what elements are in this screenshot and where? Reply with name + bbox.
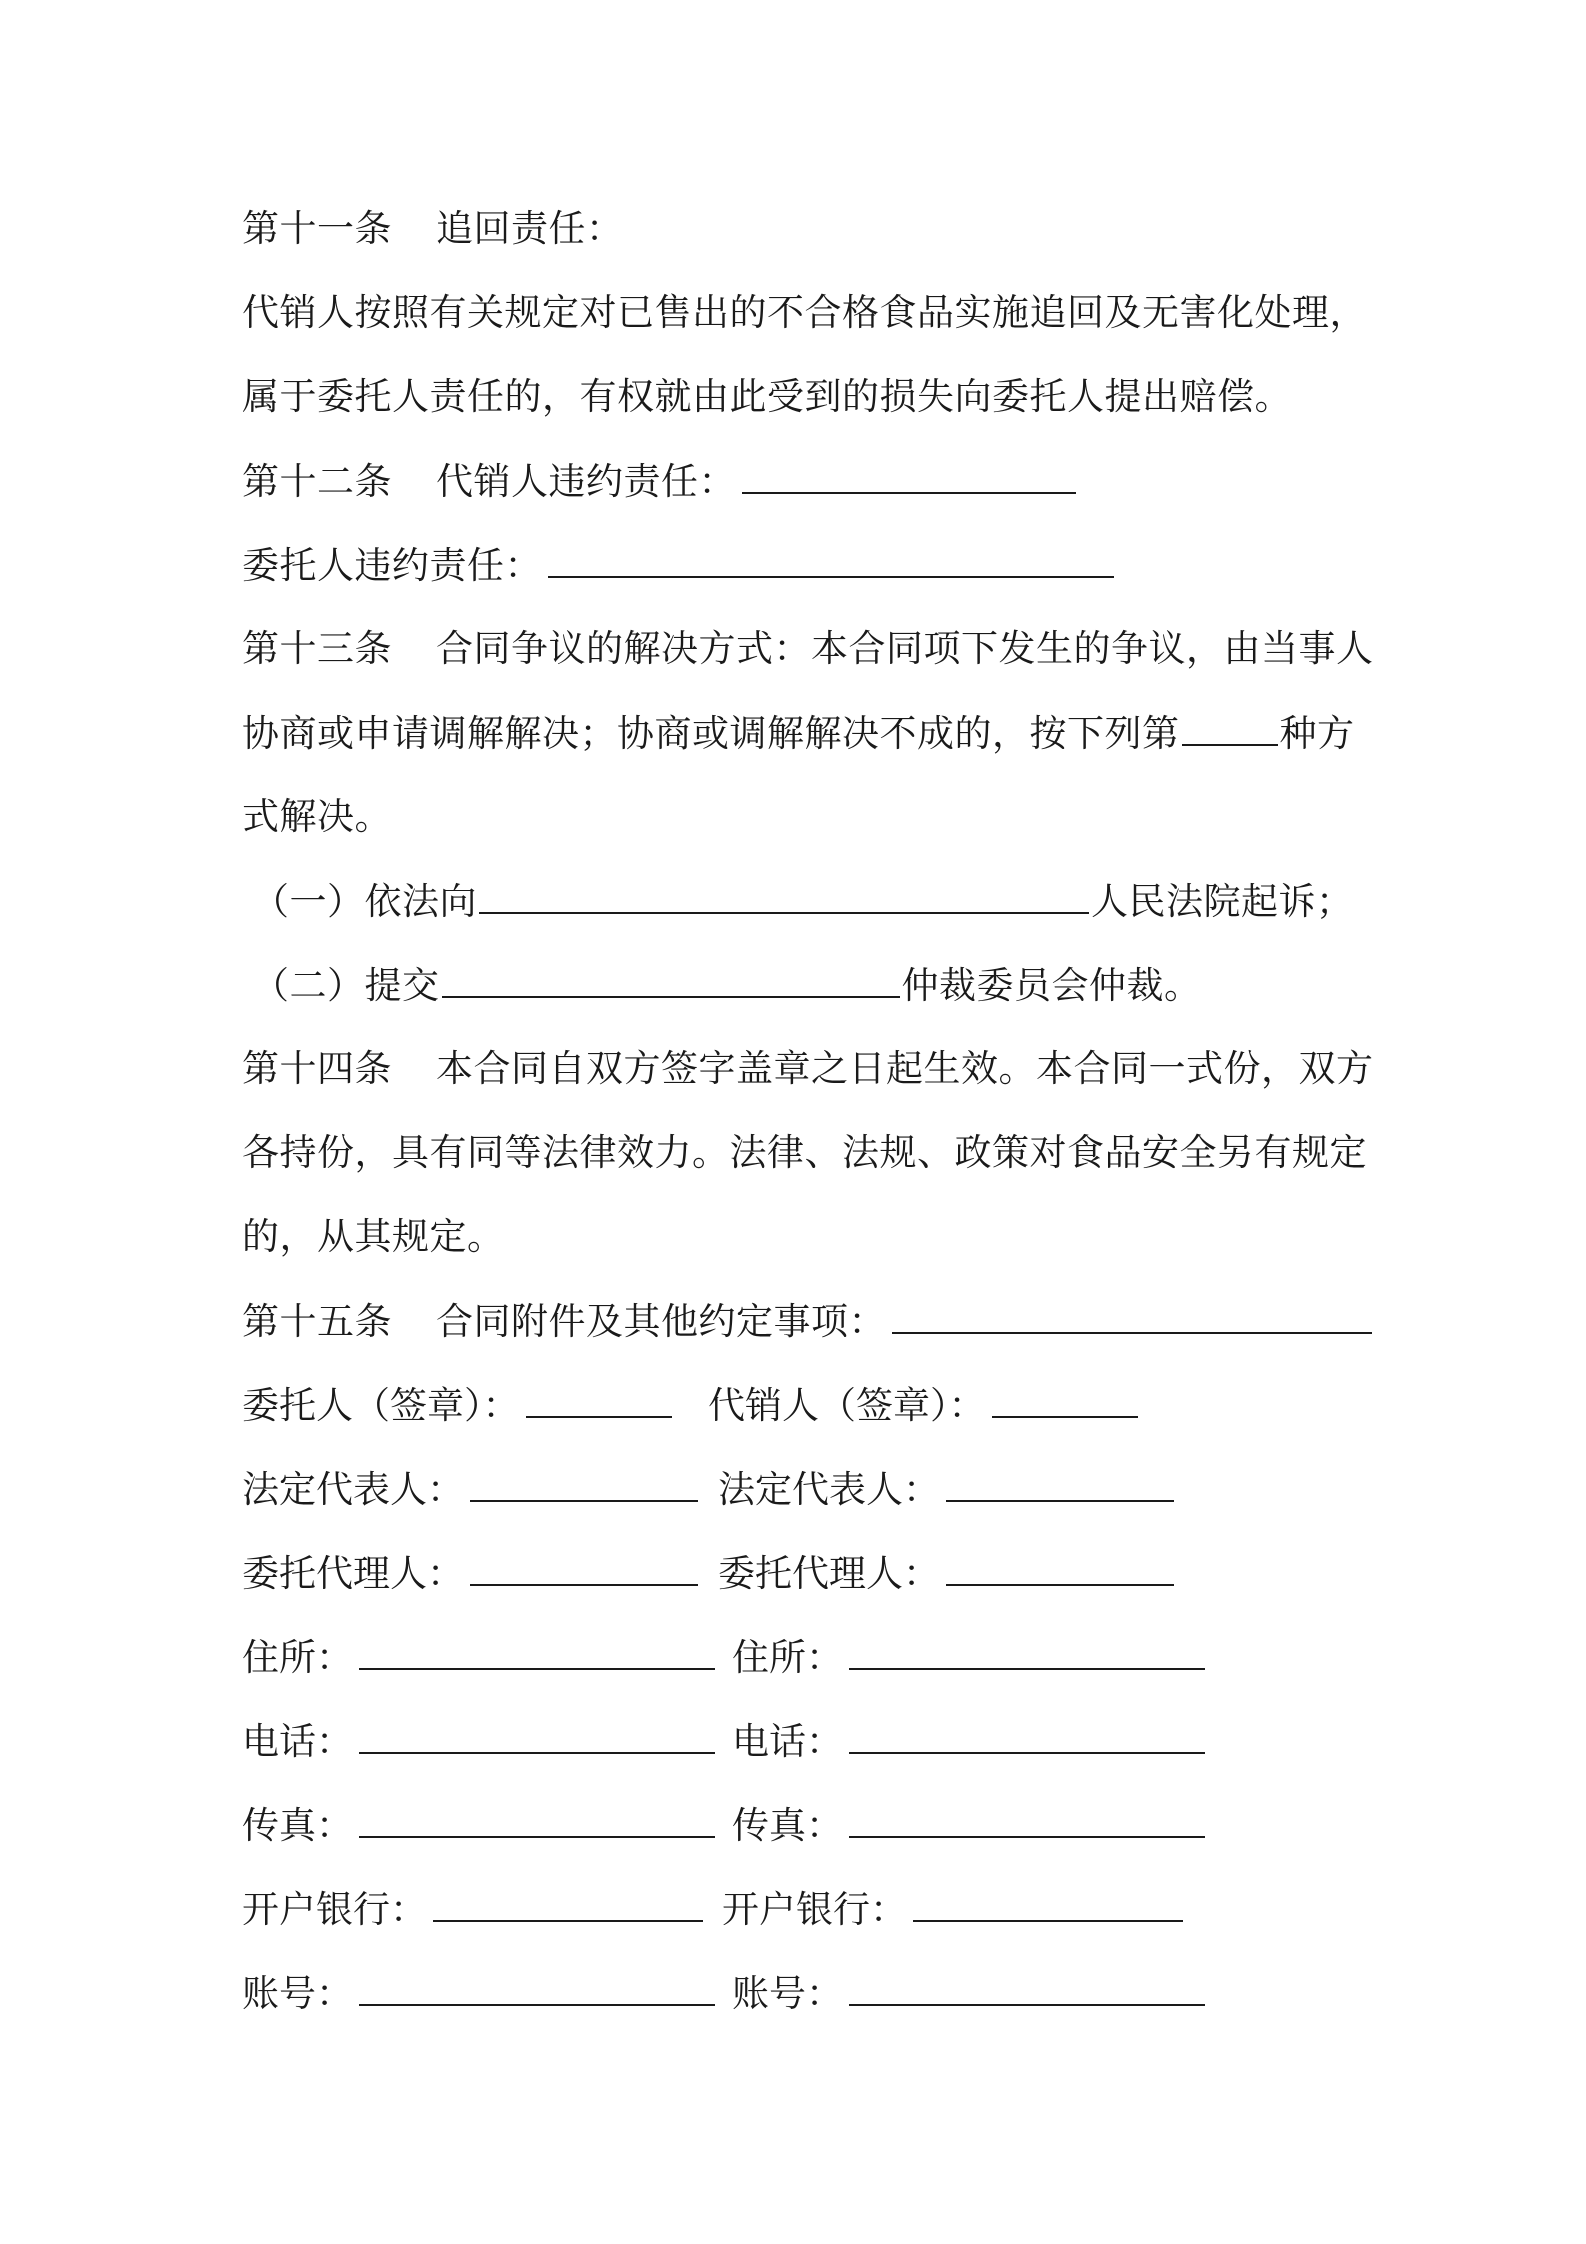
- option-1-prefix: （一）依法向: [252, 880, 477, 923]
- agent-bank-blank[interactable]: [913, 1886, 1183, 1922]
- agent-fax-row: [732, 1802, 1211, 1849]
- option-2-line: [252, 962, 1202, 1009]
- principal-proxy-row: [242, 1550, 704, 1597]
- agent-phone-blank[interactable]: [849, 1718, 1205, 1754]
- principal-address-label: 住所：: [242, 1636, 353, 1679]
- article-15-line: [242, 1298, 1378, 1345]
- article-13-line-2: [242, 710, 1355, 757]
- agent-legal-rep-label: 法定代表人：: [718, 1468, 940, 1511]
- article-15-title: 合同附件及其他约定事项：: [436, 1300, 886, 1343]
- agent-address-row: [732, 1634, 1211, 1681]
- principal-seal-blank[interactable]: [526, 1382, 672, 1418]
- option-1-line: [252, 878, 1354, 925]
- agent-legal-rep-blank[interactable]: [946, 1466, 1174, 1502]
- agent-account-row: [732, 1970, 1211, 2017]
- article-12-line-2: [242, 542, 1120, 589]
- agent-seal-row: [708, 1382, 1144, 1429]
- article-11-para-2: 属于委托人责任的，有权就由此受到的损失向委托人提出赔偿。: [242, 375, 1292, 418]
- article-12-title: 代销人违约责任：: [436, 460, 736, 503]
- article-15-number: 第十五条: [242, 1300, 392, 1343]
- principal-bank-row: [242, 1886, 709, 1933]
- agent-proxy-label: 委托代理人：: [718, 1552, 940, 1595]
- agent-proxy-row: [718, 1550, 1180, 1597]
- principal-legal-rep-blank[interactable]: [470, 1466, 698, 1502]
- principal-account-row: [242, 1970, 721, 2017]
- principal-address-row: [242, 1634, 721, 1681]
- agent-address-label: 住所：: [732, 1636, 843, 1679]
- article-14-para-3: 的，从其规定。: [242, 1215, 505, 1258]
- article-13-number: 第十三条: [242, 627, 392, 670]
- principal-phone-row: [242, 1718, 721, 1765]
- principal-seal-row: [242, 1382, 678, 1429]
- agent-seal-label: 代销人（签章）：: [708, 1384, 986, 1427]
- court-name-blank[interactable]: [479, 878, 1089, 914]
- agent-bank-label: 开户银行：: [722, 1888, 907, 1931]
- article-13-para-2b: 种方: [1279, 712, 1355, 755]
- principal-fax-blank[interactable]: [359, 1802, 715, 1838]
- principal-address-blank[interactable]: [359, 1634, 715, 1670]
- option-1-suffix: 人民法院起诉；: [1091, 880, 1354, 923]
- agent-legal-rep-row: [718, 1466, 1180, 1513]
- principal-legal-rep-row: [242, 1466, 704, 1513]
- article-11-title: 追回责任：: [436, 207, 624, 250]
- principal-proxy-label: 委托代理人：: [242, 1552, 464, 1595]
- article-14-para-1: 本合同自双方签字盖章之日起生效。本合同一式份，双方: [436, 1047, 1374, 1090]
- agent-account-label: 账号：: [732, 1972, 843, 2015]
- attachments-blank[interactable]: [892, 1298, 1372, 1334]
- principal-fax-label: 传真：: [242, 1804, 353, 1847]
- principal-phone-label: 电话：: [242, 1720, 353, 1763]
- article-14-number: 第十四条: [242, 1047, 392, 1090]
- agent-fax-blank[interactable]: [849, 1802, 1205, 1838]
- arbitration-commission-blank[interactable]: [442, 962, 900, 998]
- article-12-number: 第十二条: [242, 460, 392, 503]
- principal-seal-label: 委托人（签章）：: [242, 1384, 520, 1427]
- article-11-para-1: 代销人按照有关规定对已售出的不合格食品实施追回及无害化处理，: [242, 291, 1367, 334]
- principal-liability-blank[interactable]: [548, 542, 1114, 578]
- article-13-para-3: 式解决。: [242, 795, 392, 838]
- agent-fax-label: 传真：: [732, 1804, 843, 1847]
- agent-seal-blank[interactable]: [992, 1382, 1138, 1418]
- principal-phone-blank[interactable]: [359, 1718, 715, 1754]
- agent-proxy-blank[interactable]: [946, 1550, 1174, 1586]
- article-13-line-1: [242, 626, 1374, 672]
- principal-proxy-blank[interactable]: [470, 1550, 698, 1586]
- article-14-para-2: 各持份，具有同等法律效力。法律、法规、政策对食品安全另有规定: [242, 1131, 1367, 1174]
- agent-bank-row: [722, 1886, 1189, 1933]
- principal-legal-rep-label: 法定代表人：: [242, 1468, 464, 1511]
- principal-liability-label: 委托人违约责任：: [242, 544, 542, 587]
- agent-phone-label: 电话：: [732, 1720, 843, 1763]
- article-14-line-1: [242, 1046, 1374, 1092]
- agent-liability-blank[interactable]: [742, 458, 1076, 494]
- option-2-prefix: （二）提交: [252, 964, 440, 1007]
- article-13-para-2a: 协商或申请调解解决；协商或调解解决不成的，按下列第: [242, 712, 1180, 755]
- agent-phone-row: [732, 1718, 1211, 1765]
- principal-account-label: 账号：: [242, 1972, 353, 2015]
- principal-fax-row: [242, 1802, 721, 1849]
- principal-bank-blank[interactable]: [433, 1886, 703, 1922]
- agent-account-blank[interactable]: [849, 1970, 1205, 2006]
- principal-bank-label: 开户银行：: [242, 1888, 427, 1931]
- article-13-para-1: 合同争议的解决方式：本合同项下发生的争议，由当事人: [436, 627, 1374, 670]
- article-12-line-1: [242, 458, 1082, 505]
- article-11-heading-line: [242, 206, 624, 252]
- method-number-blank[interactable]: [1182, 710, 1278, 746]
- principal-account-blank[interactable]: [359, 1970, 715, 2006]
- article-11-number: 第十一条: [242, 207, 392, 250]
- agent-address-blank[interactable]: [849, 1634, 1205, 1670]
- option-2-suffix: 仲裁委员会仲裁。: [901, 964, 1202, 1007]
